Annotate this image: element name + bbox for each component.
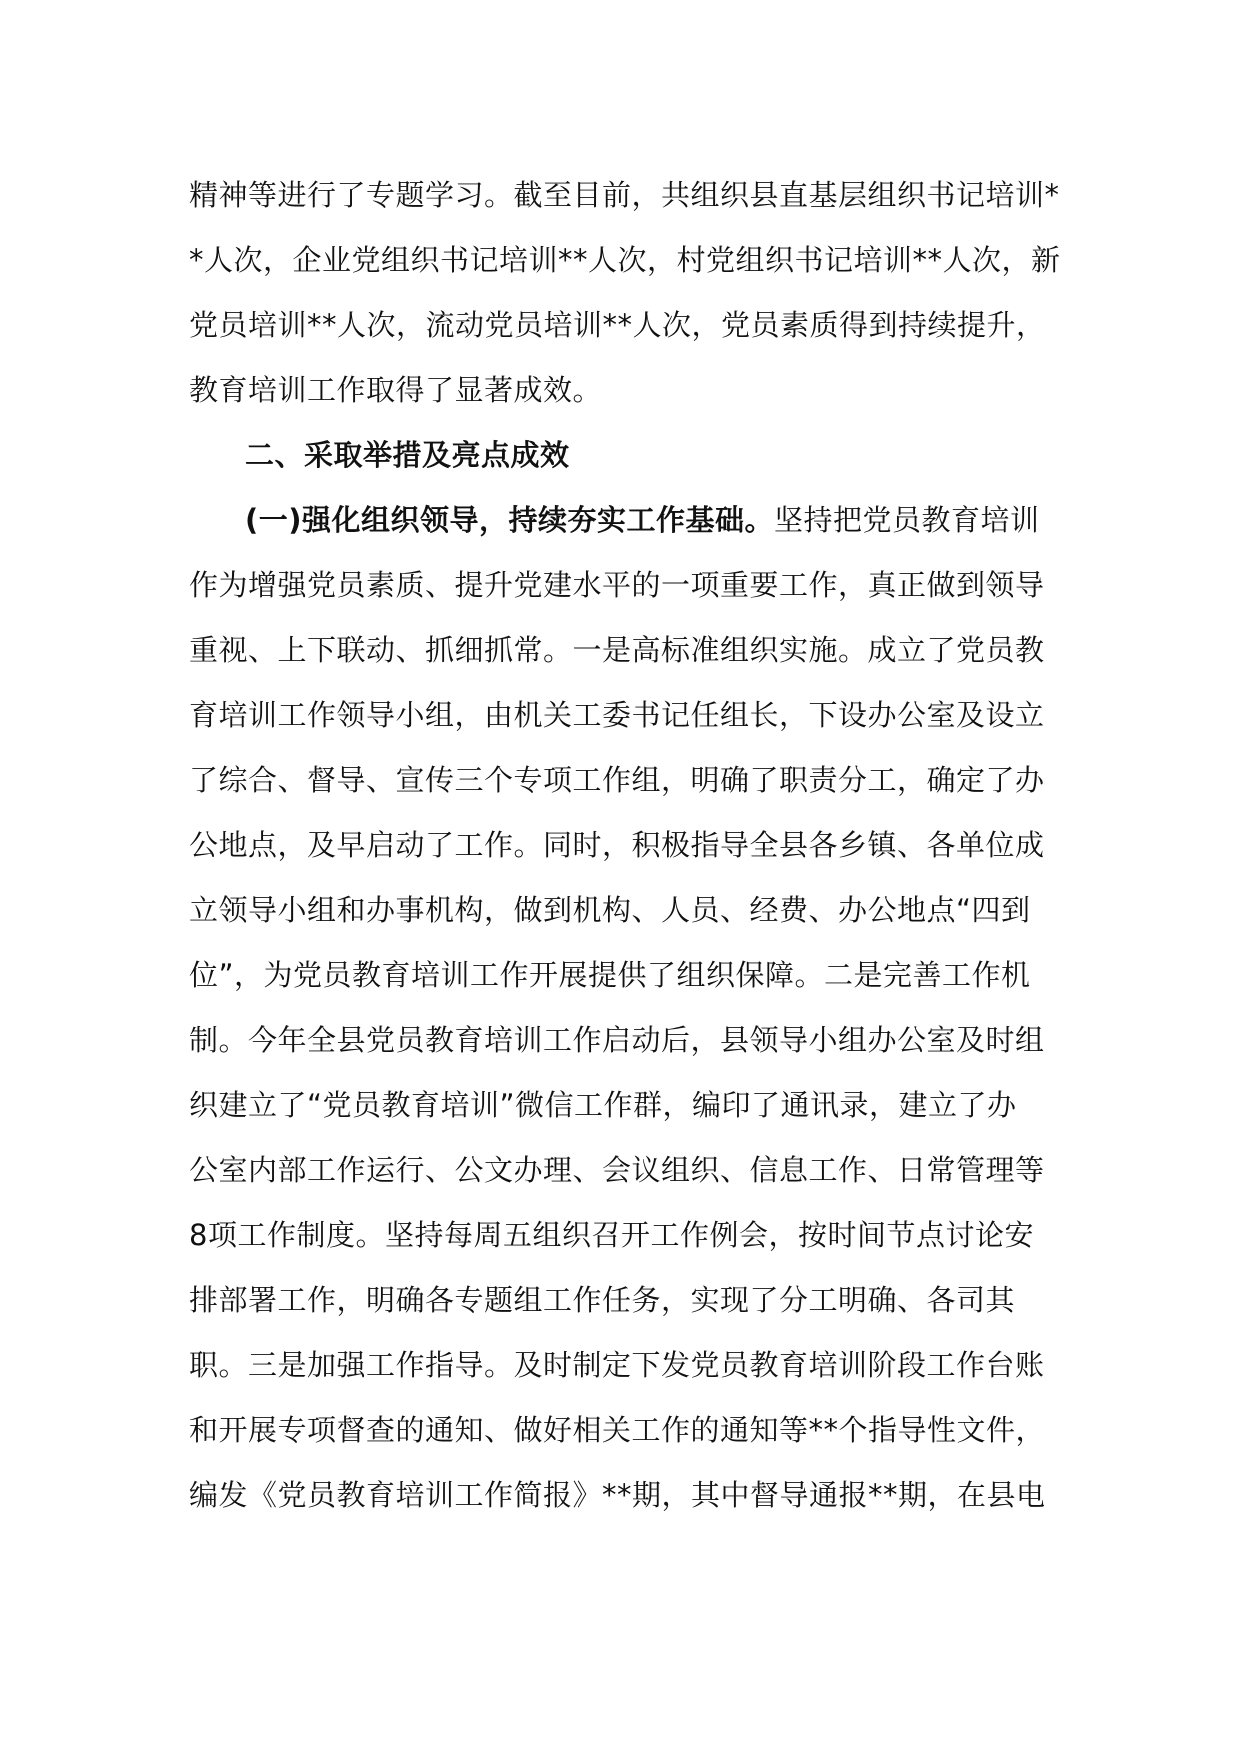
paragraph-line: 党员培训**人次，流动党员培训**人次，党员素质得到持续提升，: [189, 308, 1046, 342]
paragraph-line: 精神等进行了专题学习。截至目前，共组织县直基层组织书记培训*: [189, 178, 1060, 212]
paragraph-line: 立领导小组和办事机构，做到机构、人员、经费、办公地点“四到: [189, 893, 1031, 927]
paragraph-line: 教育培训工作取得了显著成效。: [189, 373, 603, 407]
paragraph-line: 作为增强党员素质、提升党建水平的一项重要工作，真正做到领导: [189, 568, 1045, 602]
paragraph-line: *人次，企业党组织书记培训**人次，村党组织书记培训**人次，新: [189, 243, 1061, 277]
subheading-line: [245, 499, 1040, 541]
paragraph-line: 位”，为党员教育培训工作开展提供了组织保障。二是完善工作机: [189, 958, 1031, 992]
paragraph-line: 公地点，及早启动了工作。同时，积极指导全县各乡镇、各单位成: [189, 828, 1045, 862]
subheading-title: (一)强化组织领导，持续夯实工作基础。: [245, 503, 775, 537]
paragraph-line: 公室内部工作运行、公文办理、会议组织、信息工作、日常管理等: [189, 1153, 1045, 1187]
section-heading: 二、采取举措及亮点成效: [245, 438, 570, 472]
paragraph-line: 8项工作制度。坚持每周五组织召开工作例会，按时间节点讨论安: [189, 1218, 1034, 1252]
paragraph-line: 编发《党员教育培训工作简报》**期，其中督导通报**期，在县电: [189, 1478, 1046, 1512]
paragraph-line: 织建立了“党员教育培训”微信工作群，编印了通讯录，建立了办: [189, 1088, 1017, 1122]
paragraph-line: 排部署工作，明确各专题组工作任务，实现了分工明确、各司其: [189, 1283, 1016, 1317]
paragraph-line: 和开展专项督查的通知、做好相关工作的通知等**个指导性文件，: [189, 1413, 1046, 1447]
paragraph-text: 坚持把党员教育培训: [774, 503, 1040, 537]
paragraph-line: 重视、上下联动、抓细抓常。一是高标准组织实施。成立了党员教: [189, 633, 1045, 667]
paragraph-line: 了综合、督导、宣传三个专项工作组，明确了职责分工，确定了办: [189, 763, 1045, 797]
paragraph-line: 育培训工作领导小组，由机关工委书记任组长，下设办公室及设立: [189, 698, 1045, 732]
paragraph-line: 制。今年全县党员教育培训工作启动后，县领导小组办公室及时组: [189, 1023, 1045, 1057]
paragraph-line: 职。三是加强工作指导。及时制定下发党员教育培训阶段工作台账: [189, 1348, 1045, 1382]
